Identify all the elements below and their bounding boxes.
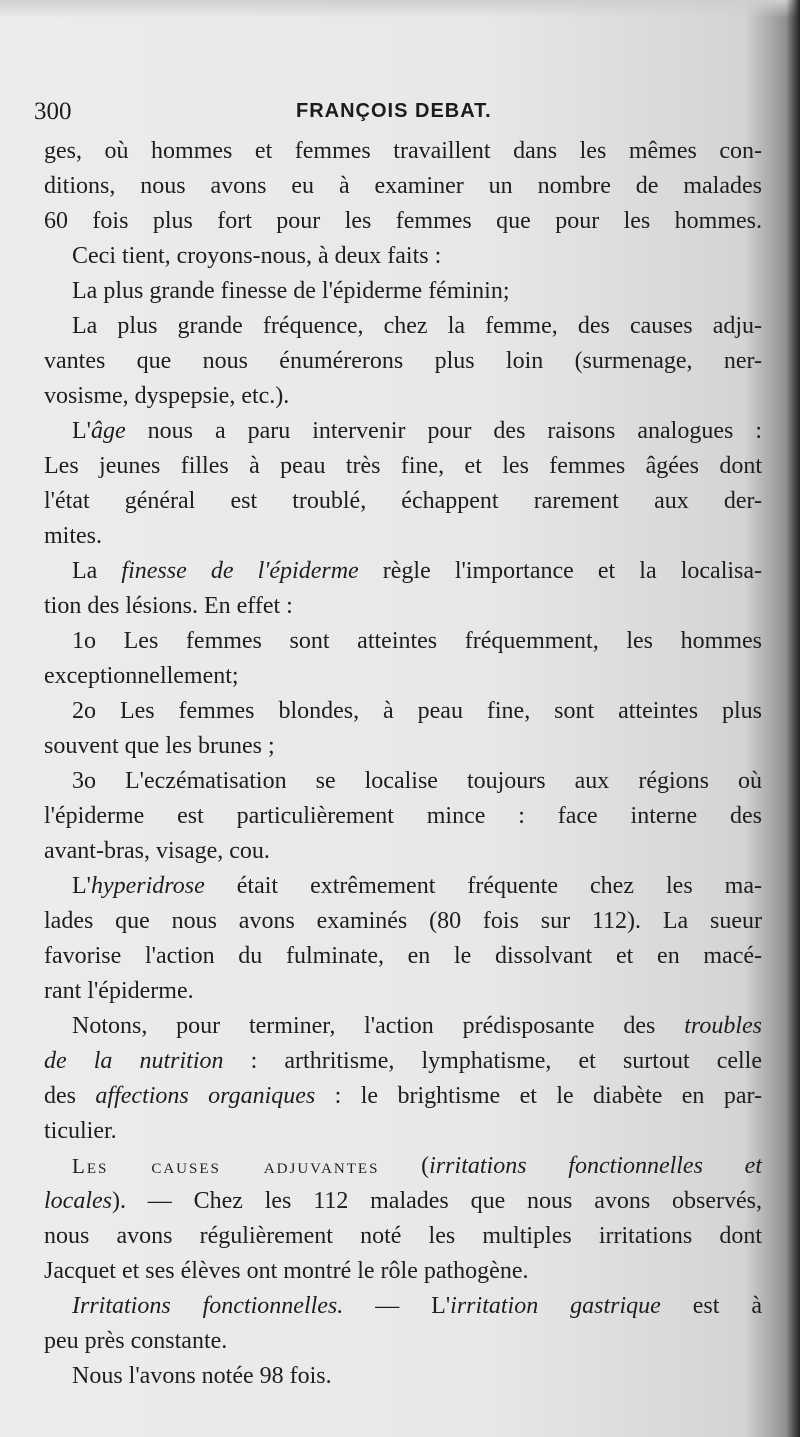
- text-line: Jacquet et ses élèves ont montré le rôle pathogène.: [44, 1258, 529, 1284]
- text-line: l'épiderme est particulièrement mince : face interne des: [44, 803, 762, 829]
- text-line: exceptionnellement;: [44, 663, 239, 689]
- text-line: avant-bras, visage, cou.: [44, 838, 270, 864]
- page-top-shadow: [0, 0, 800, 18]
- text-line: ticulier.: [44, 1118, 117, 1144]
- text-line: 60 fois plus fort pour les femmes que pour les hommes.: [44, 208, 762, 234]
- text-line: Ceci tient, croyons-nous, à deux faits :: [72, 243, 442, 269]
- text-line: l'état général est troublé, échappent rarement aux der-: [44, 488, 762, 514]
- text-line: souvent que les brunes ;: [44, 733, 275, 759]
- page-edge-shadow: [786, 0, 800, 1437]
- page-body: [44, 134, 762, 1394]
- text-line: tion des lésions. En effet :: [44, 593, 293, 619]
- text-line: mites.: [44, 523, 102, 549]
- text-line: L'âge nous a paru intervenir pour des raisons analogues :: [72, 418, 762, 444]
- text-line: favorise l'action du fulminate, en le dissolvant et en macé-: [44, 943, 762, 969]
- text-line: ditions, nous avons eu à examiner un nombre de malades: [44, 173, 762, 199]
- text-line: Les causes adjuvantes (irritations fonctionnelles et: [72, 1153, 762, 1179]
- page-number: 300: [34, 98, 72, 125]
- text-line: rant l'épiderme.: [44, 978, 194, 1004]
- text-line: La plus grande finesse de l'épiderme féminin;: [72, 278, 510, 304]
- text-line: 2o Les femmes blondes, à peau fine, sont atteintes plus: [72, 698, 762, 724]
- text-line: peu près constante.: [44, 1328, 228, 1354]
- text-line: Notons, pour terminer, l'action prédisposante des troubles: [72, 1013, 762, 1039]
- text-line: 1o Les femmes sont atteintes fréquemment, les hommes: [72, 628, 762, 654]
- text-line: locales). — Chez les 112 malades que nous avons observés,: [44, 1188, 762, 1214]
- text-line: des affections organiques : le brightisme et le diabète en par-: [44, 1083, 762, 1109]
- text-line: L'hyperidrose était extrêmement fréquente chez les ma-: [72, 873, 762, 899]
- text-line: Nous l'avons notée 98 fois.: [72, 1363, 332, 1389]
- text-line: La finesse de l'épiderme règle l'importance et la localisa-: [72, 558, 763, 584]
- text-line: Irritations fonctionnelles. — L'irritation gastrique est à: [72, 1293, 763, 1319]
- text-line: vantes que nous énumérerons plus loin (surmenage, ner-: [44, 348, 762, 374]
- text-line: La plus grande fréquence, chez la femme, des causes adju-: [72, 313, 762, 339]
- text-line: vosisme, dyspepsie, etc.).: [44, 383, 290, 409]
- text-line: lades que nous avons examinés (80 fois sur 112). La sueur: [44, 908, 762, 934]
- text-line: 3o L'eczématisation se localise toujours aux régions où: [72, 768, 762, 794]
- text-line: nous avons régulièrement noté les multiples irritations dont: [44, 1223, 762, 1249]
- text-line: ges, où hommes et femmes travaillent dans les mêmes con-: [44, 138, 762, 164]
- running-head: FRANÇOIS DEBAT.: [296, 100, 492, 122]
- text-line: Les jeunes filles à peau très fine, et les femmes âgées dont: [44, 453, 762, 479]
- text-line: de la nutrition : arthritisme, lymphatisme, et surtout celle: [44, 1048, 762, 1074]
- page-header: [34, 96, 754, 132]
